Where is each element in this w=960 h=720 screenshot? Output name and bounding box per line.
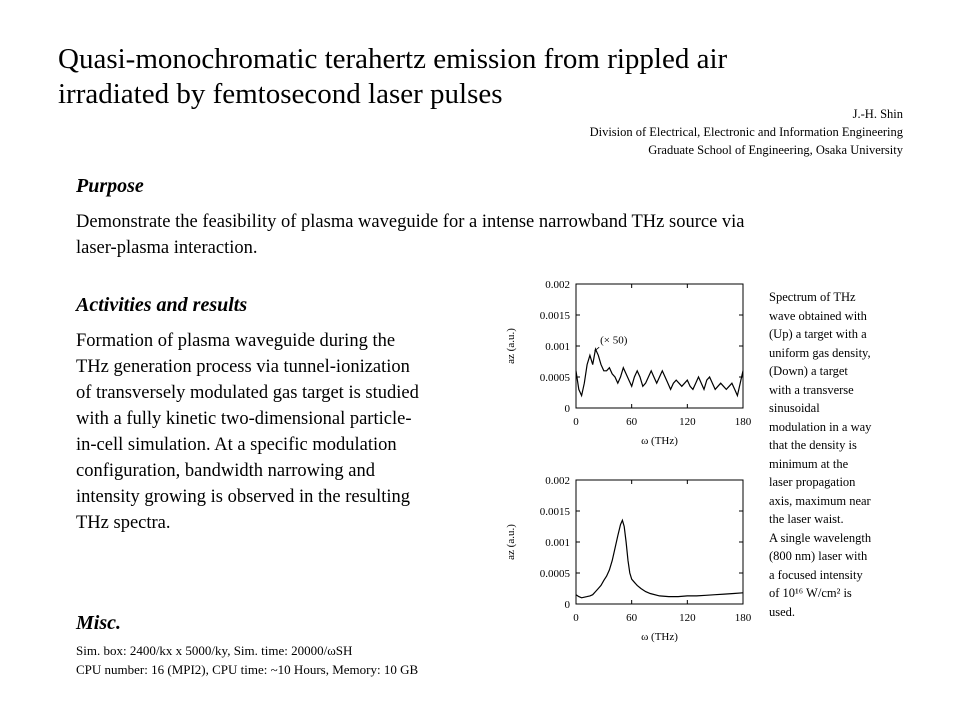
caption-line: used. [769, 604, 796, 619]
activities-text [76, 328, 496, 536]
caption-line: with a transverse [769, 382, 854, 397]
caption-line: (Up) a target with a [769, 327, 867, 341]
caption-line: minimum at the [769, 456, 849, 471]
x-tick-label: 120 [679, 416, 696, 428]
caption-line: (Down) a target [769, 364, 848, 378]
caption-line: of 10¹⁶ W/cm² is [769, 586, 852, 600]
y-axis-label: az (a.u.) [505, 524, 517, 560]
activities-line: with a fully kinetic two-dimensional particle- [76, 409, 412, 429]
activities-line: THz generation process via tunnel-ionization [76, 357, 410, 377]
purpose-text [76, 209, 745, 261]
x-tick-label: 60 [626, 416, 638, 428]
activities-line: in-cell simulation. At a specific modulation [76, 435, 397, 455]
author-affiliation-1: Division of Electrical, Electronic and Information Engineering [589, 125, 903, 139]
caption-line: Spectrum of THz [769, 290, 856, 304]
misc-line-1: Sim. box: 2400/kx x 5000/ky, Sim. time: 20000/ωSH [76, 643, 353, 658]
y-tick-label: 0 [564, 403, 570, 415]
caption-line: modulation in a way [769, 419, 872, 434]
purpose-heading: Purpose [76, 175, 144, 197]
y-tick-label: 0 [564, 599, 570, 611]
y-tick-label: 0.0015 [539, 506, 570, 518]
y-tick-label: 0.0005 [539, 372, 570, 384]
activities-line: configuration, bandwidth narrowing and [76, 461, 376, 481]
activities-line: Formation of plasma waveguide during the [76, 331, 396, 351]
activities-line: THz spectra. [76, 513, 171, 533]
x-tick-label: 0 [573, 612, 579, 624]
caption-line: laser propagation [769, 475, 856, 489]
spectrum-plot-modulated [496, 472, 758, 654]
title-line-2: irradiated by femtosecond laser pulses [58, 78, 503, 110]
x-tick-label: 120 [679, 612, 696, 624]
activities-line: intensity growing is observed in the resulting [76, 487, 410, 507]
x-axis-label: ω (THz) [641, 435, 678, 447]
series-line [576, 349, 743, 396]
caption-line: that the density is [769, 438, 857, 452]
y-tick-label: 0.001 [545, 537, 570, 549]
caption-line: axis, maximum near [769, 493, 871, 508]
caption-line: sinusoidal [769, 401, 820, 415]
y-axis-label: az (a.u.) [505, 328, 517, 364]
x-tick-label: 180 [734, 416, 752, 428]
y-tick-label: 0.002 [545, 475, 570, 487]
figure-caption [769, 288, 909, 621]
paper-title [58, 42, 818, 112]
purpose-line-1: Demonstrate the feasibility of plasma waveguide for a intense narrowband THz source via [76, 212, 745, 232]
x-tick-label: 180 [734, 612, 752, 624]
chart-annotation: (× 50) [600, 334, 628, 347]
author-name: J.-H. Shin [852, 107, 903, 121]
y-tick-label: 0.0015 [539, 310, 570, 322]
caption-line: A single wavelength [769, 530, 872, 545]
caption-line: (800 nm) laser with [769, 549, 868, 563]
purpose-line-2: laser-plasma interaction. [76, 238, 258, 258]
author-block [590, 105, 903, 159]
misc-line-2: CPU number: 16 (MPI2), CPU time: ~10 Hours, Memory: 10 GB [76, 661, 419, 677]
caption-line: a focused intensity [769, 567, 863, 582]
spectrum-plot-uniform [496, 276, 758, 458]
activities-line: of transversely modulated gas target is studied [76, 383, 419, 403]
x-tick-label: 0 [573, 416, 579, 428]
y-tick-label: 0.001 [545, 341, 570, 353]
y-tick-label: 0.0005 [539, 568, 570, 580]
x-tick-label: 60 [626, 612, 638, 624]
caption-line: the laser waist. [769, 512, 844, 526]
caption-line: wave obtained with [769, 308, 867, 323]
title-line-1: Quasi-monochromatic terahertz emission from rippled air [58, 43, 728, 75]
y-tick-label: 0.002 [545, 279, 570, 291]
caption-line: uniform gas density, [769, 345, 871, 360]
author-affiliation-2: Graduate School of Engineering, Osaka University [648, 143, 903, 157]
series-line [576, 520, 743, 598]
misc-heading: Misc. [76, 612, 121, 634]
x-axis-label: ω (THz) [641, 631, 678, 643]
activities-heading: Activities and results [76, 294, 248, 316]
misc-text [76, 642, 418, 679]
